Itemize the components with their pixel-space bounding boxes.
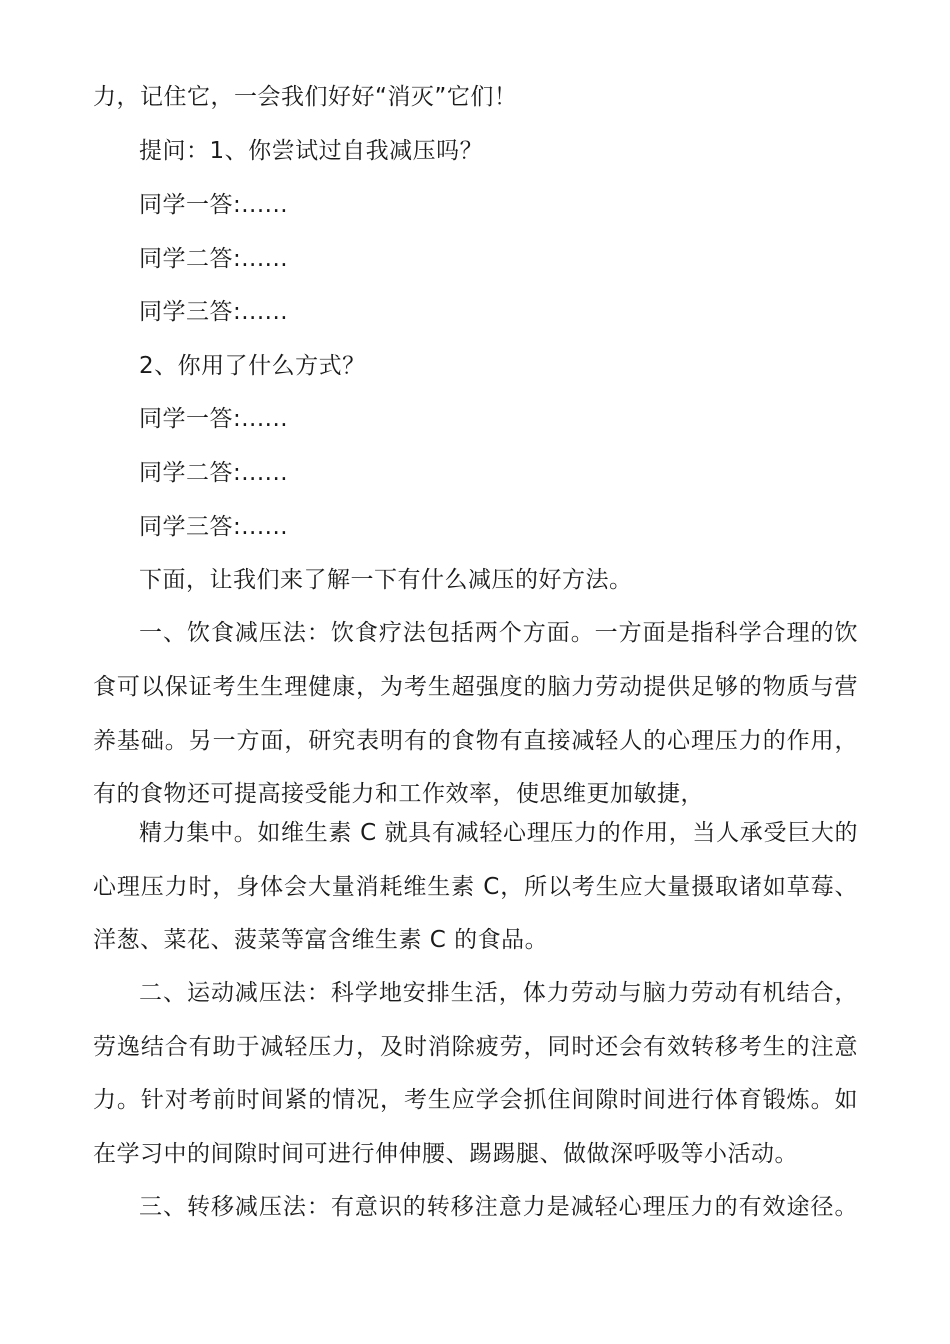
answer-line: 同学一答:...... (139, 192, 289, 218)
paragraph-line: 三、转移减压法：有意识的转移注意力是减轻心理压力的有效途径。 (139, 1194, 858, 1220)
paragraph-line: 有的食物还可提高接受能力和工作效率，使思维更加敏捷， (93, 781, 704, 807)
answer-line: 同学三答:...... (139, 299, 289, 325)
answer-line: 同学二答:...... (139, 246, 289, 272)
paragraph-line: 劳逸结合有助于减轻压力，及时消除疲劳，同时还会有效转移考生的注意 (93, 1034, 858, 1060)
answer-line: 同学二答:...... (139, 460, 289, 486)
text-line: 力，记住它，一会我们好好“消灭”它们！ (93, 84, 518, 110)
answer-line: 同学三答:...... (139, 514, 289, 540)
paragraph-line: 精力集中。如维生素 C 就具有减轻心理压力的作用，当人承受巨大的 (139, 820, 858, 846)
question-line: 2、你用了什么方式？ (139, 353, 366, 379)
paragraph-line: 养基础。另一方面，研究表明有的食物有直接减轻人的心理压力的作用， (93, 728, 858, 754)
paragraph-line: 心理压力时，身体会大量消耗维生素 C，所以考生应大量摄取诸如草莓、 (93, 874, 858, 900)
paragraph-line: 食可以保证考生生理健康，为考生超强度的脑力劳动提供足够的物质与营 (93, 674, 858, 700)
paragraph-line: 二、运动减压法：科学地安排生活，体力劳动与脑力劳动有机结合， (139, 980, 858, 1006)
text-line: 下面，让我们来了解一下有什么减压的好方法。 (139, 567, 633, 593)
question-line: 提问：1、你尝试过自我减压吗？ (139, 138, 484, 164)
paragraph-line: 洋葱、菜花、菠菜等富含维生素 C 的食品。 (93, 927, 549, 953)
paragraph-line: 在学习中的间隙时间可进行伸伸腰、踢踢腿、做做深呼吸等小活动。 (93, 1141, 798, 1167)
answer-line: 同学一答:...... (139, 406, 289, 432)
paragraph-line: 一、饮食减压法：饮食疗法包括两个方面。一方面是指科学合理的饮 (139, 620, 858, 646)
paragraph-line: 力。针对考前时间紧的情况，考生应学会抓住间隙时间进行体育锻炼。如 (93, 1087, 858, 1113)
